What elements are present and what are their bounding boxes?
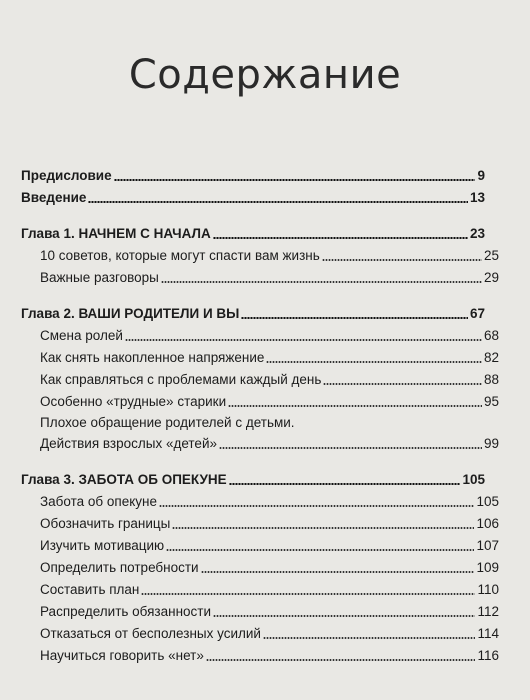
toc-subentry-label: Особенно «трудные» старики (40, 394, 227, 409)
toc-entry-page: 9 (477, 168, 485, 183)
toc-subentry-page: 116 (477, 648, 499, 663)
toc-subentry-page: 99 (483, 436, 499, 451)
toc-subentry-label: Составить план (40, 582, 140, 597)
toc-subentry-label: Смена ролей (40, 328, 123, 343)
dot-leader (213, 237, 468, 239)
toc-subentry-label: Отказаться от бесполезных усилий (40, 626, 261, 641)
toc-subentry-page: 25 (483, 248, 499, 263)
toc-entry-preface (21, 165, 499, 187)
toc-subentry-label: Действия взрослых «детей» (40, 436, 217, 451)
toc-subentry (40, 491, 499, 513)
toc-subentry-label: Распределить обязанности (40, 604, 212, 619)
dot-leader (241, 317, 468, 319)
dot-leader (322, 259, 482, 261)
toc-subentry-page: 112 (477, 604, 499, 619)
dot-leader (213, 615, 475, 617)
toc-subentry-label: Важные разговоры (40, 270, 159, 285)
toc-subentry (40, 391, 499, 413)
toc-subentry-label: Как справляться с проблемами каждый день (40, 372, 322, 387)
toc-subentry (40, 623, 499, 645)
toc-subentry-page: 29 (483, 270, 499, 285)
toc-subentry (40, 267, 499, 289)
toc-subentry-page: 114 (477, 626, 499, 641)
toc-subentry-page: 106 (476, 516, 499, 531)
toc-subentry (40, 645, 499, 667)
toc-entry-label: Введение (21, 190, 87, 205)
toc-subentry (40, 513, 499, 535)
dot-leader (266, 361, 482, 363)
dot-leader (114, 179, 476, 181)
dot-leader (159, 505, 474, 507)
dot-leader (166, 549, 474, 551)
toc-chapter-page: 23 (469, 226, 485, 241)
toc-subentry (40, 325, 499, 347)
toc-subentry (40, 369, 499, 391)
dot-leader (141, 593, 475, 595)
toc-subentry (40, 557, 499, 579)
toc-subentry (40, 535, 499, 557)
toc-entry-intro (21, 187, 499, 209)
toc-subentry-page: 68 (483, 328, 499, 343)
toc-chapter-2 (21, 303, 499, 325)
toc-subentry-label: Изучить мотивацию (40, 538, 165, 553)
toc-chapter-label: Глава 3. ЗАБОТА ОБ ОПЕКУНЕ (21, 472, 227, 487)
toc-chapter-page: 105 (462, 472, 485, 487)
toc-entry-label: Предисловие (21, 168, 112, 183)
toc-subentry-page: 107 (476, 538, 499, 553)
toc-subentry (40, 347, 499, 369)
toc-chapter-label: Глава 1. НАЧНЕМ С НАЧАЛА (21, 226, 211, 241)
toc-subentry-label: Забота об опекуне (40, 494, 157, 509)
dot-leader (172, 527, 474, 529)
toc-subentry-page: 95 (483, 394, 499, 409)
dot-leader (228, 405, 482, 407)
toc-subentry-page: 110 (477, 582, 499, 597)
toc-chapter-label: Глава 2. ВАШИ РОДИТЕЛИ И ВЫ (21, 306, 240, 321)
toc-subentry-page: 82 (483, 350, 499, 365)
dot-leader (201, 571, 475, 573)
dot-leader (323, 383, 482, 385)
toc-subentry (40, 579, 499, 601)
dot-leader (229, 483, 461, 485)
toc-subentry-label-line1: Плохое обращение родителей с детьми. (40, 415, 295, 430)
toc-subentry-label: Обозначить границы (40, 516, 171, 531)
toc-chapter-1 (21, 223, 499, 245)
page-title: Содержание (128, 52, 402, 98)
toc-subentry-page: 88 (483, 372, 499, 387)
toc-chapter-page: 67 (469, 306, 485, 321)
toc-chapter-3 (21, 469, 499, 491)
toc-subentry-label: Определить потребности (40, 560, 199, 575)
dot-leader (161, 281, 482, 283)
toc-subentry-page: 109 (476, 560, 499, 575)
toc-subentry (40, 245, 499, 267)
dot-leader (206, 659, 476, 661)
toc-subentry (40, 601, 499, 623)
toc-subentry (40, 433, 499, 455)
dot-leader (88, 201, 468, 203)
dot-leader (263, 637, 476, 639)
dot-leader (125, 339, 482, 341)
toc-subentry-label: Научиться говорить «нет» (40, 648, 204, 663)
table-of-contents (21, 165, 499, 667)
dot-leader (219, 447, 482, 449)
toc-subentry-label: Как снять накопленное напряжение (40, 350, 265, 365)
toc-entry-page: 13 (469, 190, 485, 205)
toc-subentry-page: 105 (476, 494, 499, 509)
toc-subentry-label: 10 советов, которые могут спасти вам жизнь (40, 248, 320, 263)
